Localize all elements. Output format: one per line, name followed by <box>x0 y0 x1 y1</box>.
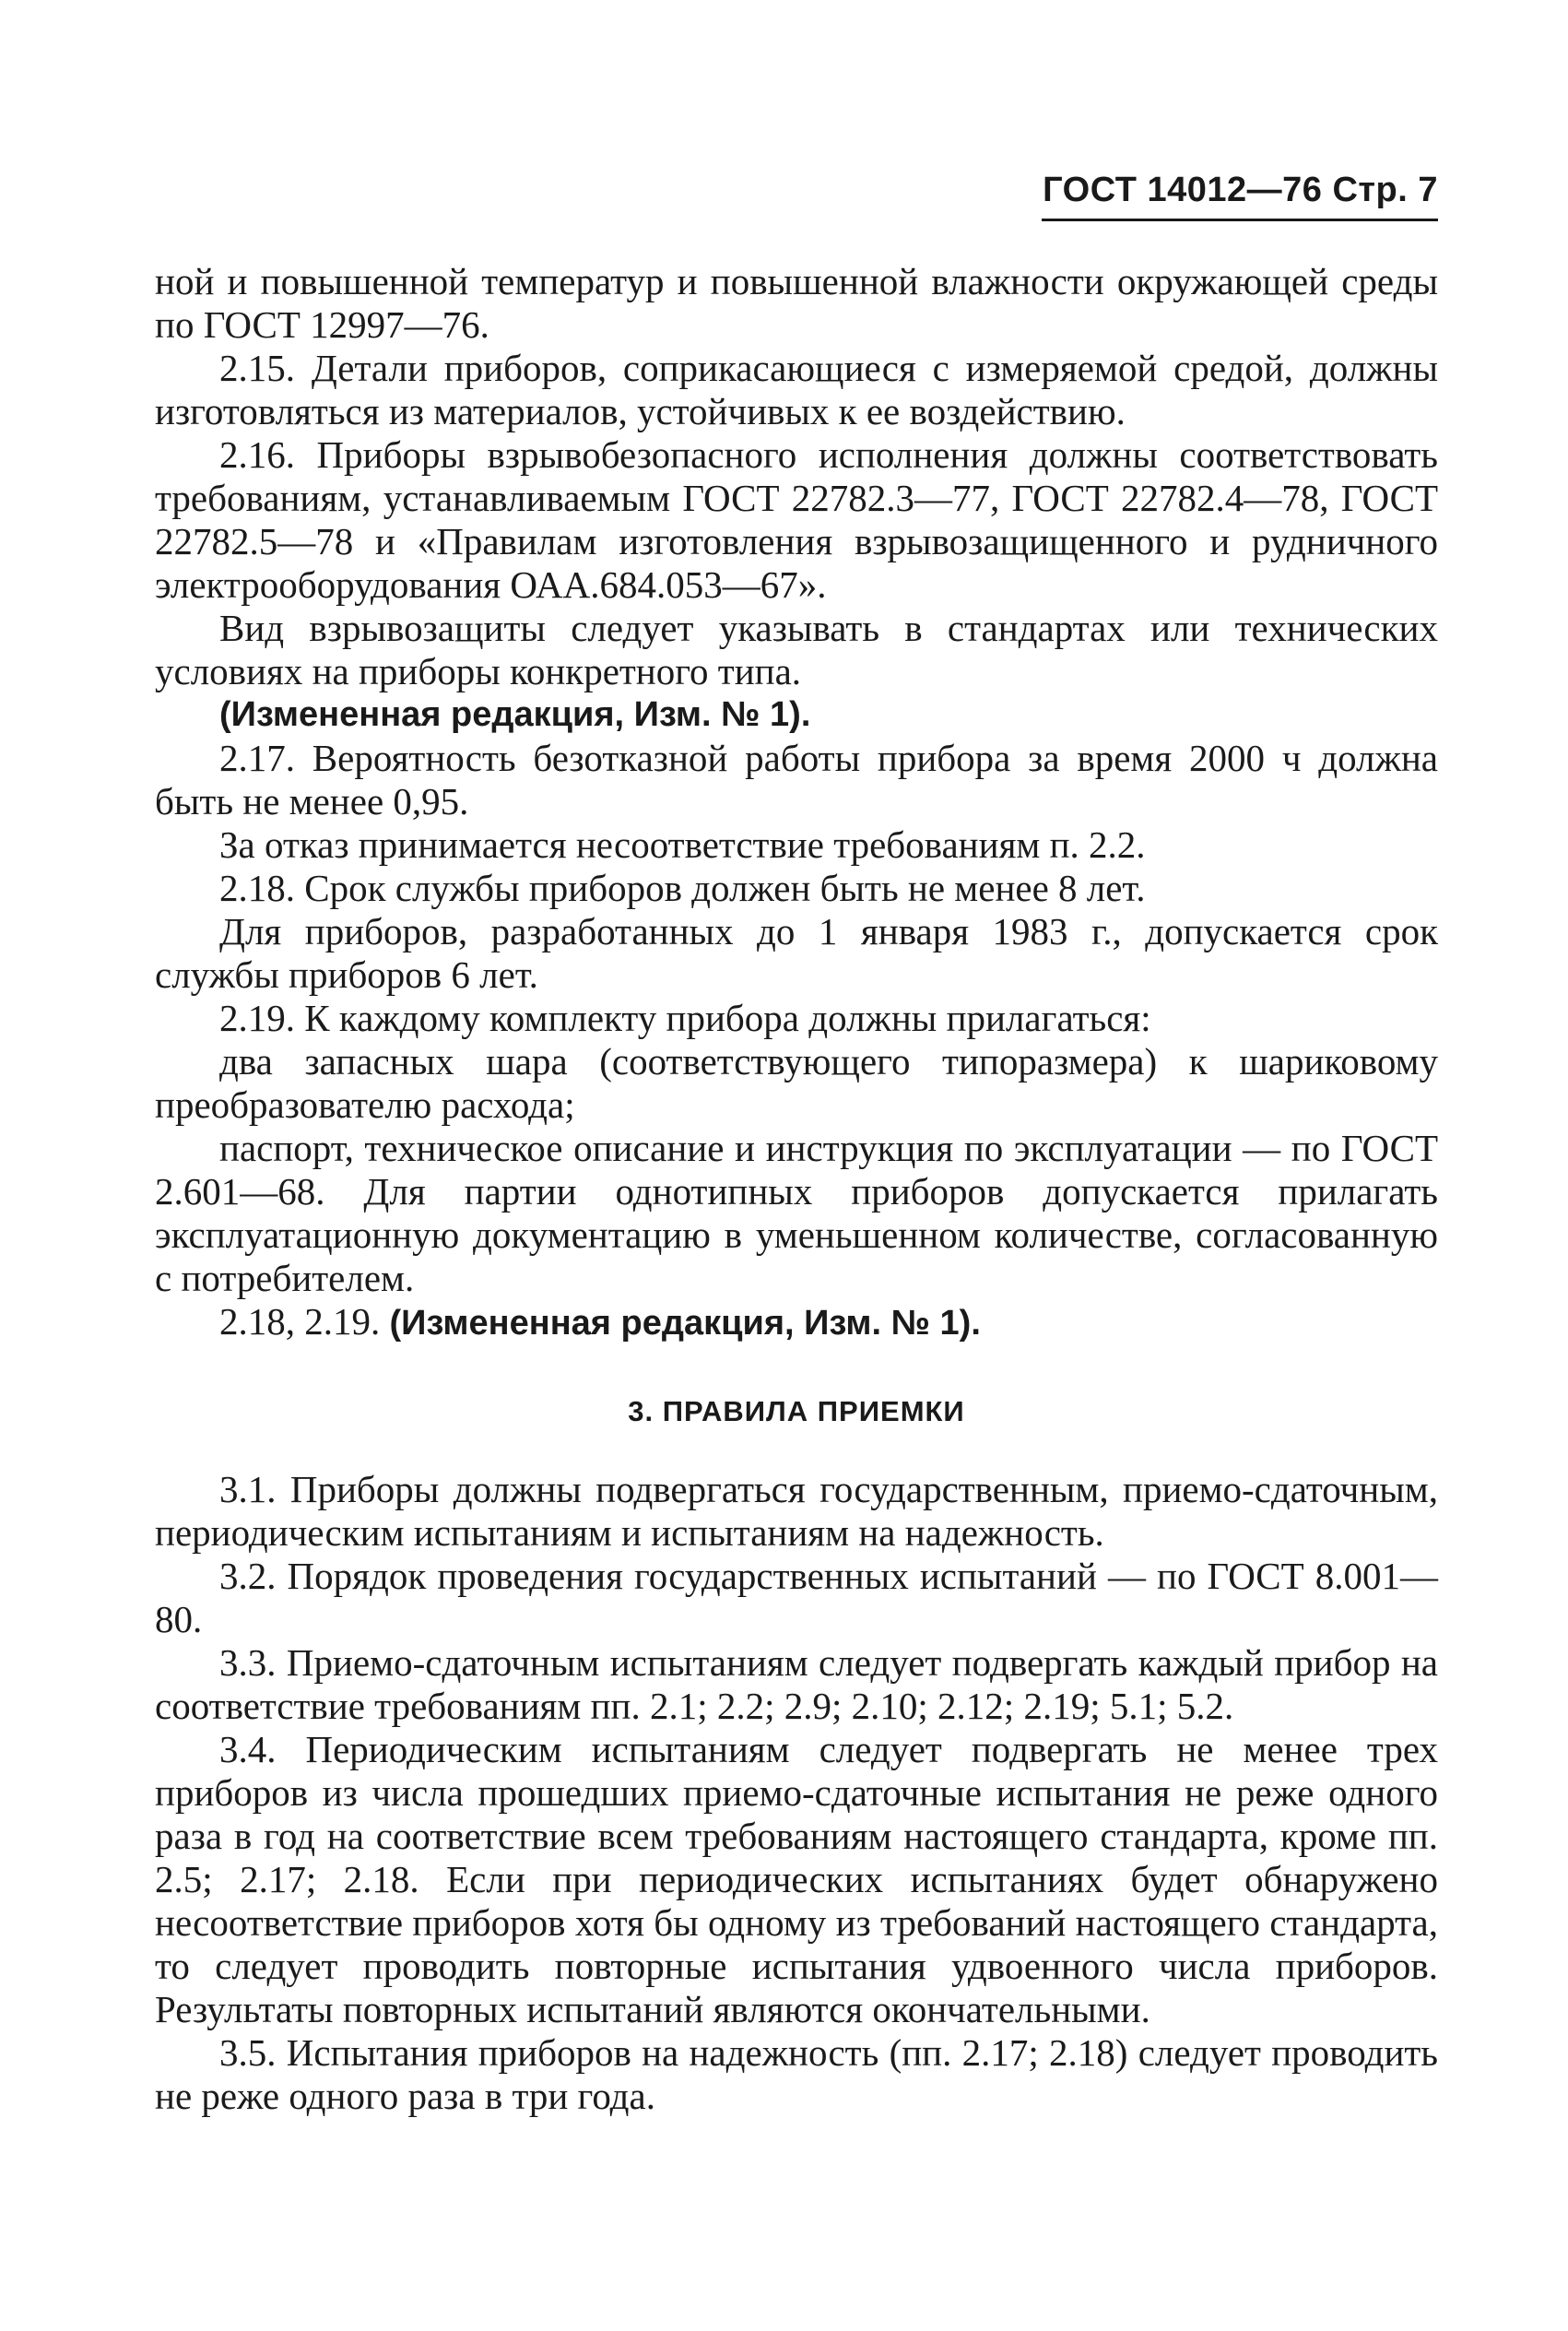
paragraph: 2.19. К каждому комплекту прибора должны прилагаться: <box>219 997 1151 1039</box>
document-body <box>155 260 1438 2118</box>
paragraph: За отказ принимается несоответствие требованиям п. 2.2. <box>219 823 1146 866</box>
paragraph: 2.15. Детали приборов, соприкасающиеся с измеряемой средой, должны изготовляться из материалов, устойчивых к ее воздействию. <box>155 347 1438 432</box>
paragraph: паспорт, техническое описание и инструкция по эксплуатации — по ГОСТ 2.601—68. Для партии однотипных приборов допускается прилагать эксплуатационную документацию в уменьшенном количестве, согласованную с потребителем. <box>155 1127 1438 1299</box>
amendment-note: (Измененная редакция, Изм. № 1). <box>219 695 811 734</box>
page-header: ГОСТ 14012—76 Стр. 7 <box>1043 171 1438 209</box>
paragraph: 3.5. Испытания приборов на надежность (пп. 2.17; 2.18) следует проводить не реже одного раза в три года. <box>155 2031 1438 2117</box>
paragraph: 3.1. Приборы должны подвергаться государственным, приемо-сдаточным, периодическим испытаниям и испытаниям на надежность. <box>155 1468 1438 1554</box>
amendment-note: (Измененная редакция, Изм. № 1). <box>389 1304 981 1343</box>
amendment-line <box>155 1300 1438 1345</box>
section-heading: 3. ПРАВИЛА ПРИЕМКИ <box>628 1395 965 1427</box>
paragraph: два запасных шара (соответствующего типоразмера) к шариковому преобразователю расхода; <box>155 1040 1438 1126</box>
paragraph: Вид взрывозащиты следует указывать в стандартах или технических условиях на приборы конкретного типа. <box>155 607 1438 692</box>
paragraph: Для приборов, разработанных до 1 января 1983 г., допускается срок службы приборов 6 лет. <box>155 910 1438 996</box>
paragraph: 3.2. Порядок проведения государственных испытаний — по ГОСТ 8.001—80. <box>155 1555 1438 1640</box>
paragraph: 2.18. Срок службы приборов должен быть не менее 8 лет. <box>219 867 1146 909</box>
amendment-prefix: 2.18, 2.19. <box>219 1300 390 1343</box>
header-rule <box>1042 219 1438 221</box>
paragraph: 3.3. Приемо-сдаточным испытаниям следует подвергать каждый прибор на соответствие требованиям пп. 2.1; 2.2; 2.9; 2.10; 2.12; 2.19; 5.1; 5.2. <box>155 1641 1438 1727</box>
paragraph: ной и повышенной температур и повышенной влажности окружающей среды по ГОСТ 12997—76. <box>155 260 1438 346</box>
paragraph: 2.16. Приборы взрывобезопасного исполнения должны соответствовать требованиям, устанавливаемым ГОСТ 22782.3—77, ГОСТ 22782.4—78, ГОСТ 22782.5—78 и «Правилам изготовления взрывозащищенного и рудничного электрооборудования ОАА.684.053—67». <box>155 433 1438 606</box>
paragraph: 3.4. Периодическим испытаниям следует подвергать не менее трех приборов из числа прошедших приемо-сдаточные испытания не реже одного раза в год на соответствие всем требованиям настоящего стандарта, кроме пп. 2.5; 2.17; 2.18. Если при периодических испытаниях будет обнаружено несоответствие приборов хотя бы одному из требований настоящего стандарта, то следует проводить повторные испытания удвоенного числа приборов. Результаты повторных испытаний являются окончательными. <box>155 1728 1438 2030</box>
paragraph: 2.17. Вероятность безотказной работы прибора за время 2000 ч должна быть не менее 0,95. <box>155 737 1438 822</box>
